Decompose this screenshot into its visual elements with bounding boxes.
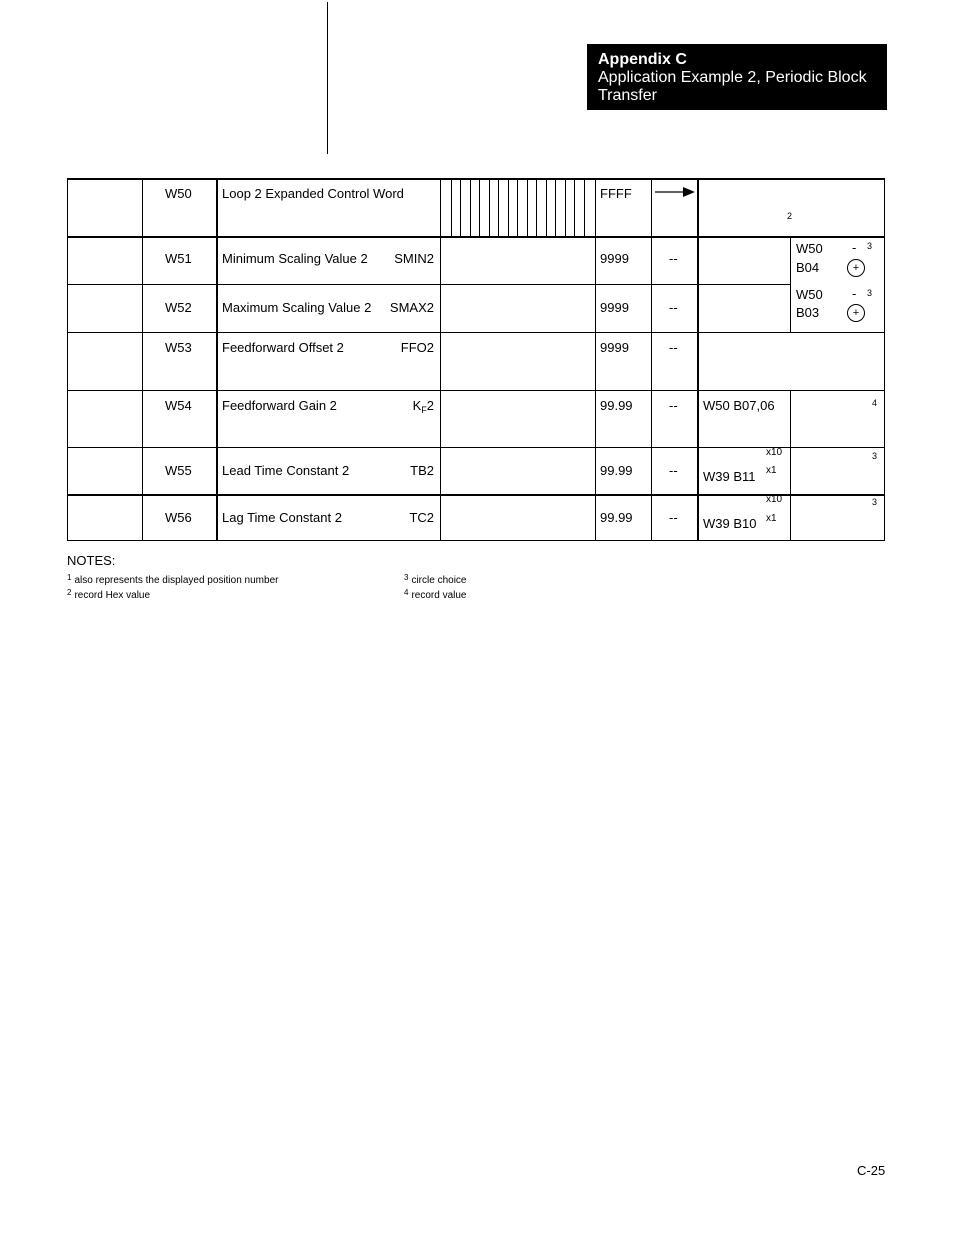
page-number: C-25 — [857, 1163, 886, 1178]
ref-w54: W50 B07,06 — [703, 398, 775, 413]
ref-bit-w52: B03 — [796, 305, 820, 320]
minus-w52: - — [852, 286, 857, 301]
desc-w54: Feedforward Gain 2 — [222, 398, 337, 413]
arrow-right-icon — [655, 186, 695, 198]
margin-rule — [327, 2, 328, 154]
max-w50: FFFF — [600, 186, 632, 201]
dash-w55: -- — [669, 463, 678, 478]
dash-w53: -- — [669, 340, 678, 355]
ref-w56: W39 B10 — [703, 516, 757, 531]
max-w53: 9999 — [600, 340, 629, 355]
x1-w56: x1 — [766, 513, 777, 524]
word-w55: W55 — [165, 463, 192, 478]
note-ref-w55: 3 — [872, 451, 878, 461]
plus-circle-icon: + — [847, 259, 865, 277]
symbol-w54: $K_F2$ — [412, 398, 434, 415]
desc-w55: Lead Time Constant 2 — [222, 463, 350, 478]
word-w56: W56 — [165, 510, 192, 525]
desc-w50: Loop 2 Expanded Control Word — [222, 186, 404, 201]
max-w56: 99.99 — [600, 510, 633, 525]
word-w54: W54 — [165, 398, 192, 413]
word-w51: W51 — [165, 251, 192, 266]
appendix-subtitle-line1: Application Example 2, Periodic Block — [598, 69, 867, 86]
dash-w54: -- — [669, 398, 678, 413]
appendix-title: Appendix C — [598, 51, 687, 68]
max-w55: 99.99 — [600, 463, 633, 478]
ref-word-w51: W50 — [796, 241, 823, 256]
symbol-w56: TC2 — [409, 510, 434, 525]
appendix-subtitle-line2: Transfer — [598, 87, 657, 104]
symbol-w52: SMAX2 — [389, 300, 434, 315]
ref-bit-w51: B04 — [796, 260, 820, 275]
word-w52: W52 — [165, 300, 192, 315]
word-w53: W53 — [165, 340, 192, 355]
x10-w56: x10 — [766, 494, 783, 505]
note-3: $^3$ circle choice — [404, 573, 467, 586]
word-w50: W50 — [165, 186, 192, 201]
note-ref-w54: 4 — [872, 398, 878, 408]
symbol-w55: TB2 — [410, 463, 434, 478]
max-w51: 9999 — [600, 251, 629, 266]
notes-title: NOTES: — [67, 553, 116, 568]
note-2: $^2$ record Hex value — [67, 588, 151, 601]
plus-circle-icon: + — [847, 304, 865, 322]
dash-w52: -- — [669, 300, 678, 315]
ref-w55: W39 B11 — [703, 469, 756, 484]
desc-w51: Minimum Scaling Value 2 — [222, 251, 368, 266]
appendix-header — [587, 44, 887, 110]
max-w52: 9999 — [600, 300, 629, 315]
ref-word-w52: W50 — [796, 287, 823, 302]
note-ref-w50: 2 — [787, 211, 793, 221]
minus-w51: - — [852, 240, 857, 255]
dash-w51: -- — [669, 251, 678, 266]
x10-w55: x10 — [766, 447, 783, 458]
x1-w55: x1 — [766, 465, 777, 476]
desc-w53: Feedforward Offset 2 — [222, 340, 344, 355]
note-ref-w52: 3 — [867, 288, 873, 298]
note-ref-w51: 3 — [867, 241, 873, 251]
symbol-w51: SMIN2 — [394, 251, 434, 266]
desc-w56: Lag Time Constant 2 — [222, 510, 342, 525]
desc-w52: Maximum Scaling Value 2 — [222, 300, 372, 315]
max-w54: 99.99 — [600, 398, 633, 413]
symbol-w53: FFO2 — [400, 340, 434, 355]
note-4: $^4$ record value — [404, 588, 467, 601]
note-ref-w56: 3 — [872, 497, 878, 507]
dash-w56: -- — [669, 510, 678, 525]
note-1: $^1$ also represents the displayed position number — [67, 573, 279, 586]
